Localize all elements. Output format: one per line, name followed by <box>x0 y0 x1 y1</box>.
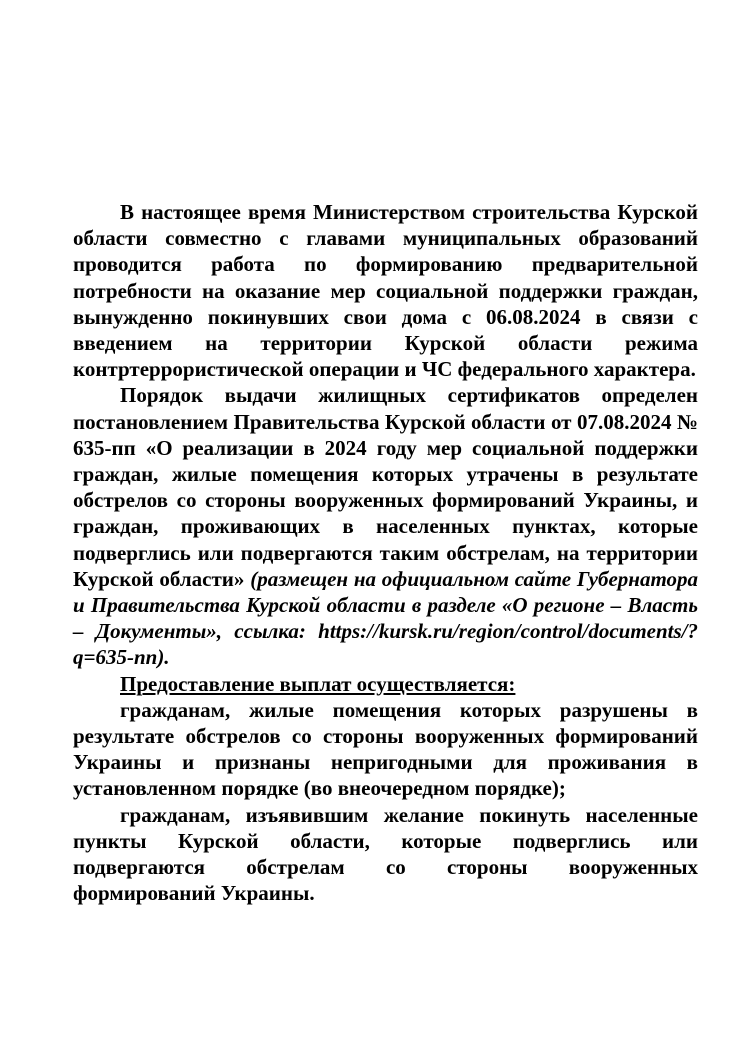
paragraph-intro: В настоящее время Министерством строительства Курской области совместно с главами муниципальных образований проводится работа по формированию предварительной потребности на оказание мер социальной поддержки граждан, вынужденно покинувших свои дома с 06.08.2024 в связи с введением на территории Курской области режима контртеррористической операции и ЧС федерального характера. <box>73 200 698 382</box>
document-body <box>73 199 698 906</box>
payment-item-destroyed-housing: гражданам, жилые помещения которых разрушены в результате обстрелов со стороны вооруженных формирований Украины и признаны непригодными для проживания в установленном порядке (во внеочередном порядке); <box>73 697 698 801</box>
procedure-source-note: (размещен на официальном сайте Губернатора и Правительства Курской области в разделе «О регионе – Власть – Документы», ссылка: https://kursk.ru/region/control/documents/?q=635-пп). <box>73 566 699 670</box>
procedure-text: Порядок выдачи жилищных сертификатов определен постановлением Правительства Курской области от 07.08.2024 № 635-пп «О реализации в 2024 году мер социальной поддержки граждан, жилые помещения которых утрачены в результате обстрелов со стороны вооруженных формирований Украины, и граждан, проживающих в населенных пунктах, которые подверглись или подвергаются таким обстрелам, на территории Курской области» <box>73 383 698 591</box>
payment-item-relocation: гражданам, изъявившим желание покинуть населенные пункты Курской области, которые подверглись или подвергаются обстрелам со стороны вооруженных формирований Украины. <box>73 802 698 906</box>
paragraph-procedure <box>73 382 698 670</box>
payments-heading: Предоставление выплат осуществляется: <box>120 671 516 696</box>
payments-heading-line <box>73 671 698 697</box>
